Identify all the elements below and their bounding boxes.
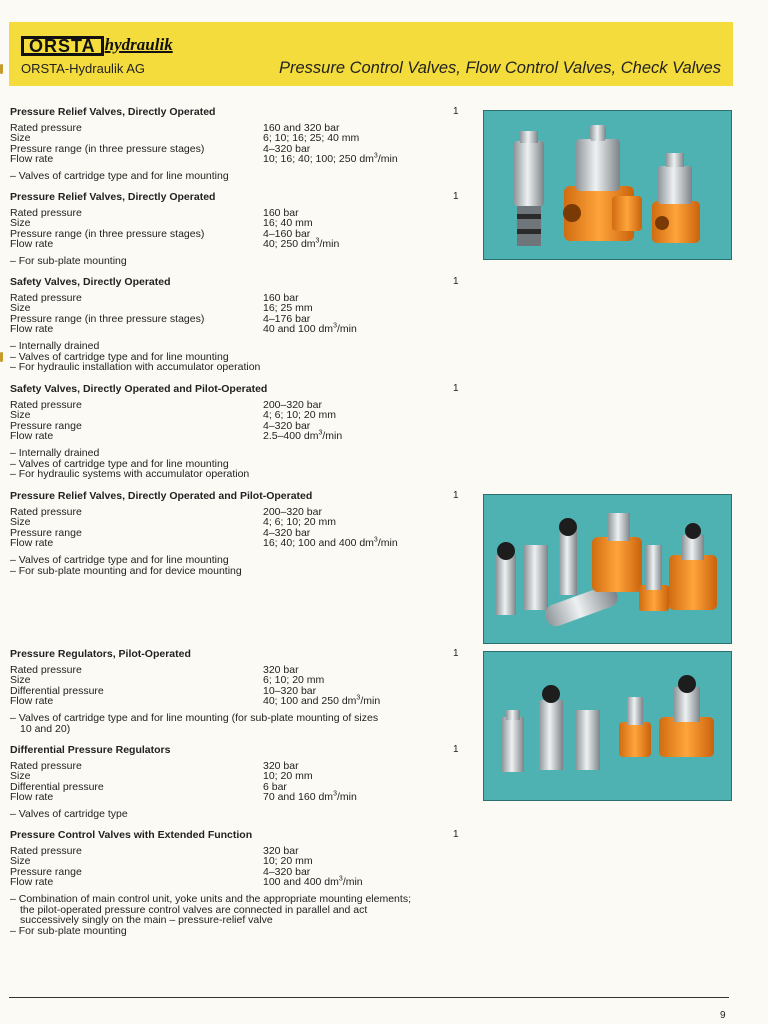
section-title: Safety Valves, Directly Operated and Pilot-Operated [10, 383, 268, 395]
spec-value: 10–320 bar [263, 684, 317, 697]
note-line: – Internally drained [10, 339, 100, 352]
spec-label: Rated pressure [10, 121, 82, 134]
spec-value: 320 bar [263, 759, 299, 772]
unit-superscript: 3 [373, 152, 378, 160]
product-photo-pressure-regulators [483, 651, 732, 801]
section-number: 1 [453, 276, 459, 287]
spec-value: 100 and 400 dm [263, 876, 339, 889]
spec-value: 6; 10; 20 mm [263, 674, 325, 687]
spec-row [10, 792, 470, 803]
spec-label: Size [10, 855, 31, 868]
section-number: 1 [453, 106, 459, 117]
note-line: – Internally drained [10, 446, 100, 459]
section-number: 1 [453, 829, 459, 840]
spec-section [10, 830, 470, 936]
spec-label: Rated pressure [10, 505, 82, 518]
page-title: Pressure Control Valves, Flow Control Valves, Check Valves [278, 59, 721, 77]
spec-section [10, 107, 470, 182]
header-band [9, 22, 733, 86]
section-notes [10, 555, 470, 576]
valve-illustration [484, 111, 731, 259]
spec-label: Size [10, 674, 31, 687]
spec-row [10, 239, 470, 250]
spec-label: Flow rate [10, 153, 54, 166]
spec-label: Size [10, 409, 31, 422]
spec-label: Size [10, 132, 31, 145]
spec-label: Flow rate [10, 695, 54, 708]
spec-value: 10; 20 mm [263, 855, 313, 868]
product-photo-relief-valves [483, 110, 732, 260]
spec-label: Flow rate [10, 323, 54, 336]
valve-illustration [484, 652, 731, 800]
spec-value: 200–320 bar [263, 505, 322, 518]
spec-label: Pressure range [10, 526, 82, 539]
spec-row [10, 421, 470, 432]
spec-value: 16; 40 mm [263, 217, 313, 230]
section-notes [10, 809, 470, 820]
unit-superscript: 3 [333, 790, 337, 798]
unit-tail: /min [342, 876, 363, 889]
section-number: 1 [453, 490, 459, 501]
section-number: 1 [453, 383, 459, 394]
spec-row [10, 293, 470, 304]
unit-tail: /min [377, 153, 398, 166]
spec-label: Pressure range [10, 865, 82, 878]
spec-value: 200–320 bar [263, 398, 322, 411]
spec-label: Size [10, 516, 31, 529]
unit-tail: /min [322, 430, 343, 443]
spec-value: 160 and 320 bar [263, 121, 340, 134]
spec-row [10, 208, 470, 219]
logo-hydraulik-text: hydraulik [104, 35, 173, 54]
spec-row [10, 696, 470, 707]
note-line: – Valves of cartridge type and for line mounting [10, 553, 229, 566]
spec-label: Flow rate [10, 430, 54, 443]
section-notes [10, 341, 470, 373]
note-line: – Valves of cartridge type and for line mounting [10, 169, 229, 182]
spec-section [10, 277, 470, 373]
note-line: – Valves of cartridge type and for line mounting (for sub-plate mounting of sizes 10 and 20) [10, 711, 379, 735]
unit-superscript: 3 [356, 694, 361, 702]
spec-value: 70 and 160 dm [263, 791, 334, 804]
unit-tail: /min [319, 238, 340, 251]
footer-rule [9, 997, 729, 998]
spec-row [10, 400, 470, 411]
spec-label: Flow rate [10, 876, 54, 889]
unit-tail: /min [336, 791, 357, 804]
spec-row [10, 686, 470, 697]
spec-value: 160 bar [263, 206, 299, 219]
spec-label: Differential pressure [10, 780, 104, 793]
spec-value: 40 and 100 dm [263, 323, 334, 336]
section-title: Pressure Regulators, Pilot-Operated [10, 648, 191, 660]
section-title: Pressure Relief Valves, Directly Operated [10, 191, 216, 203]
note-line: – Valves of cartridge type [10, 807, 128, 820]
section-title: Differential Pressure Regulators [10, 744, 171, 756]
spec-value: 6 bar [263, 780, 287, 793]
note-line: – For sub-plate mounting [10, 254, 127, 267]
spec-value: 320 bar [263, 663, 299, 676]
unit-superscript: 3 [373, 536, 378, 544]
section-number: 1 [453, 191, 459, 202]
spec-row [10, 324, 470, 335]
note-line: – Valves of cartridge type and for line mounting [10, 350, 229, 363]
spec-row [10, 846, 470, 857]
spec-value: 4–176 bar [263, 312, 311, 325]
spec-label: Pressure range (in three pressure stages) [10, 227, 205, 240]
spec-value: 10; 16; 40; 100; 250 dm [263, 153, 374, 166]
spec-value: 16; 40; 100 and 400 dm [263, 537, 374, 550]
spec-row [10, 229, 470, 240]
note-line: – For hydraulic installation with accumulator operation [10, 361, 261, 374]
unit-tail: /min [377, 537, 398, 550]
spec-label: Rated pressure [10, 206, 82, 219]
section-title: Pressure Control Valves with Extended Function [10, 829, 253, 841]
spec-value: 160 bar [263, 291, 299, 304]
section-notes [10, 171, 470, 182]
spec-label: Rated pressure [10, 759, 82, 772]
spec-label: Pressure range (in three pressure stages) [10, 312, 205, 325]
section-number: 1 [453, 648, 459, 659]
spec-row [10, 507, 470, 518]
spec-value: 4–320 bar [263, 142, 311, 155]
spec-label: Pressure range [10, 419, 82, 432]
section-title: Safety Valves, Directly Operated [10, 276, 171, 288]
spec-label: Size [10, 302, 31, 315]
spec-row [10, 782, 470, 793]
spec-value: 40; 100 and 250 dm [263, 695, 357, 708]
spec-label: Rated pressure [10, 663, 82, 676]
product-photo-assorted-valves [483, 494, 732, 644]
company-name: ORSTA-Hydraulik AG [21, 61, 146, 76]
spec-label: Flow rate [10, 791, 54, 804]
section-notes [10, 448, 470, 480]
logo-orsta-text: ORSTA [21, 36, 104, 56]
section-notes [10, 894, 425, 936]
note-line: – For sub-plate mounting and for device mounting [10, 564, 242, 577]
unit-superscript: 3 [338, 875, 343, 883]
spec-row [10, 665, 470, 676]
unit-superscript: 3 [318, 429, 323, 437]
note-line: – Combination of main control unit, yoke units and the appropriate mounting elements; the pilot-operated pressure control valves are connected in parallel and act successively singly on the main – pressure-relief valve [10, 892, 411, 927]
edge-mark [0, 352, 3, 362]
section-notes [10, 256, 470, 267]
spec-row [10, 144, 470, 155]
section-title: Pressure Relief Valves, Directly Operated and Pilot-Operated [10, 490, 313, 502]
note-line: – Valves of cartridge type and for line mounting [10, 457, 229, 470]
note-line: – For sub-plate mounting [10, 924, 127, 937]
spec-row [10, 528, 470, 539]
spec-row [10, 877, 470, 888]
spec-row [10, 538, 470, 549]
spec-label: Differential pressure [10, 684, 104, 697]
page-number: 9 [720, 1010, 726, 1021]
spec-row [10, 314, 470, 325]
spec-section [10, 745, 470, 820]
note-line: – For hydraulic systems with accumulator operation [10, 468, 250, 481]
spec-label: Rated pressure [10, 398, 82, 411]
spec-row [10, 761, 470, 772]
spec-section [10, 491, 470, 576]
spec-section [10, 384, 470, 480]
spec-value: 4–320 bar [263, 419, 311, 432]
unit-tail: /min [360, 695, 381, 708]
spec-label: Flow rate [10, 238, 54, 251]
section-title: Pressure Relief Valves, Directly Operated [10, 106, 216, 118]
spec-value: 320 bar [263, 844, 299, 857]
edge-mark [0, 64, 3, 74]
spec-value: 16; 25 mm [263, 302, 313, 315]
spec-row [10, 867, 470, 878]
spec-label: Flow rate [10, 537, 54, 550]
spec-row [10, 431, 470, 442]
spec-value: 4–320 bar [263, 526, 311, 539]
orsta-logo [21, 36, 173, 56]
spec-label: Size [10, 217, 31, 230]
spec-value: 40; 250 dm [263, 238, 316, 251]
spec-value: 6; 10; 16; 25; 40 mm [263, 132, 360, 145]
spec-label: Rated pressure [10, 844, 82, 857]
spec-value: 4; 6; 10; 20 mm [263, 409, 336, 422]
spec-section [10, 192, 470, 267]
spec-row [10, 123, 470, 134]
unit-tail: /min [336, 323, 357, 336]
spec-label: Pressure range (in three pressure stages) [10, 142, 205, 155]
valve-illustration [484, 495, 731, 643]
spec-value: 4–320 bar [263, 865, 311, 878]
spec-label: Size [10, 770, 31, 783]
spec-row [10, 154, 470, 165]
spec-label: Rated pressure [10, 291, 82, 304]
unit-superscript: 3 [333, 322, 337, 330]
spec-section [10, 649, 470, 734]
unit-superscript: 3 [315, 237, 320, 245]
spec-value: 10; 20 mm [263, 770, 313, 783]
section-number: 1 [453, 744, 459, 755]
spec-value: 2.5–400 dm [263, 430, 319, 443]
spec-value: 4–160 bar [263, 227, 311, 240]
section-notes [10, 713, 390, 734]
spec-value: 4; 6; 10; 20 mm [263, 516, 336, 529]
